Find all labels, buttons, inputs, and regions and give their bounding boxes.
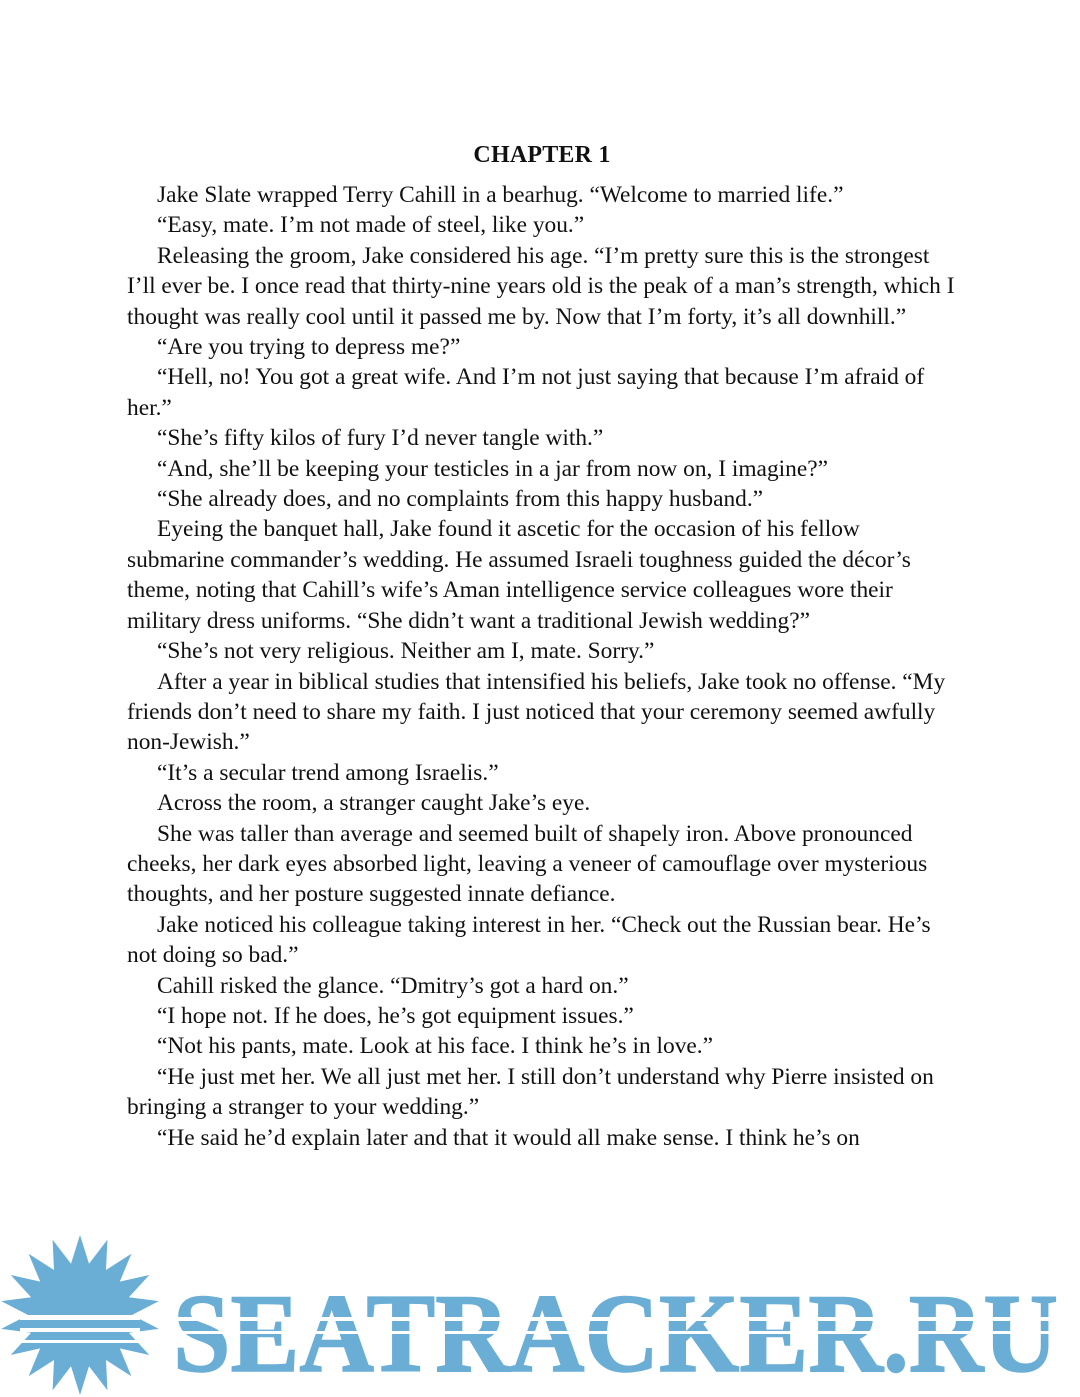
paragraph: “Easy, mate. I’m not made of steel, like you.” — [157, 212, 585, 239]
paragraph: “He just met her. We all just met her. I still don’t understand why Pierre insisted on bringing a stranger to your wedding.” — [127, 1063, 934, 1121]
paragraph: “She’s not very religious. Neither am I, mate. Sorry.” — [157, 638, 655, 665]
paragraph: “I hope not. If he does, he’s got equipment issues.” — [157, 1002, 634, 1029]
paragraph: “Hell, no! You got a great wife. And I’m not just saying that because I’m afraid of her.” — [127, 364, 925, 421]
paragraph: She was taller than average and seemed built of shapely iron. Above pronounced cheeks, her dark eyes absorbed light, leaving a veneer of camouflage over mysterious thoughts, and her posture suggested innate defiance. — [127, 820, 928, 908]
paragraph: “And, she’ll be keeping your testicles in a jar from now on, I imagine?” — [157, 455, 828, 482]
paragraph: “He said he’d explain later and that it would all make sense. I think he’s on — [157, 1124, 860, 1151]
chapter-body — [127, 180, 957, 1153]
paragraph: Eyeing the banquet hall, Jake found it ascetic for the occasion of his fellow submarine commander’s wedding. He assumed Israeli toughness guided the décor’s theme, noting that Cahill’s wife’s Aman intelligence service colleagues wore their military dress uniforms. “She didn’t want a traditional Jewish wedding?” — [127, 516, 911, 634]
paragraph: Across the room, a stranger caught Jake’s eye. — [157, 790, 591, 817]
paragraph: “Are you trying to depress me?” — [157, 334, 461, 361]
paragraph: After a year in biblical studies that intensified his beliefs, Jake took no offense. “My friends don’t need to share my faith. I just noticed that your ceremony seemed awfully non-Jewish.” — [127, 668, 946, 756]
paragraph: Releasing the groom, Jake considered his age. “I’m pretty sure this is the strongest I’ll ever be. I once read that thirty-nine years old is the peak of a man’s strength, which I thought was really cool until it passed me by. Now that I’m forty, it’s all downhill.” — [127, 242, 955, 330]
paragraph: “Not his pants, mate. Look at his face. I think he’s in love.” — [157, 1033, 714, 1060]
paragraph: “It’s a secular trend among Israelis.” — [157, 759, 499, 786]
paragraph: Jake noticed his colleague taking interest in her. “Check out the Russian bear. He’s not doing so bad.” — [127, 911, 931, 969]
paragraph: Cahill risked the glance. “Dmitry’s got a hard on.” — [157, 972, 629, 999]
watermark-banner — [0, 1235, 1080, 1397]
chapter-title: CHAPTER 1 — [473, 142, 611, 168]
paragraph: Jake Slate wrapped Terry Cahill in a bearhug. “Welcome to married life.” — [157, 182, 844, 208]
sun-burst-icon — [1, 1235, 159, 1395]
book-page — [127, 140, 957, 1153]
watermark-text — [170, 1272, 1065, 1396]
watermark-graphic — [0, 1235, 1080, 1397]
paragraph: “She already does, and no complaints from this happy husband.” — [157, 486, 764, 513]
paragraph: “She’s fifty kilos of fury I’d never tangle with.” — [157, 425, 604, 452]
